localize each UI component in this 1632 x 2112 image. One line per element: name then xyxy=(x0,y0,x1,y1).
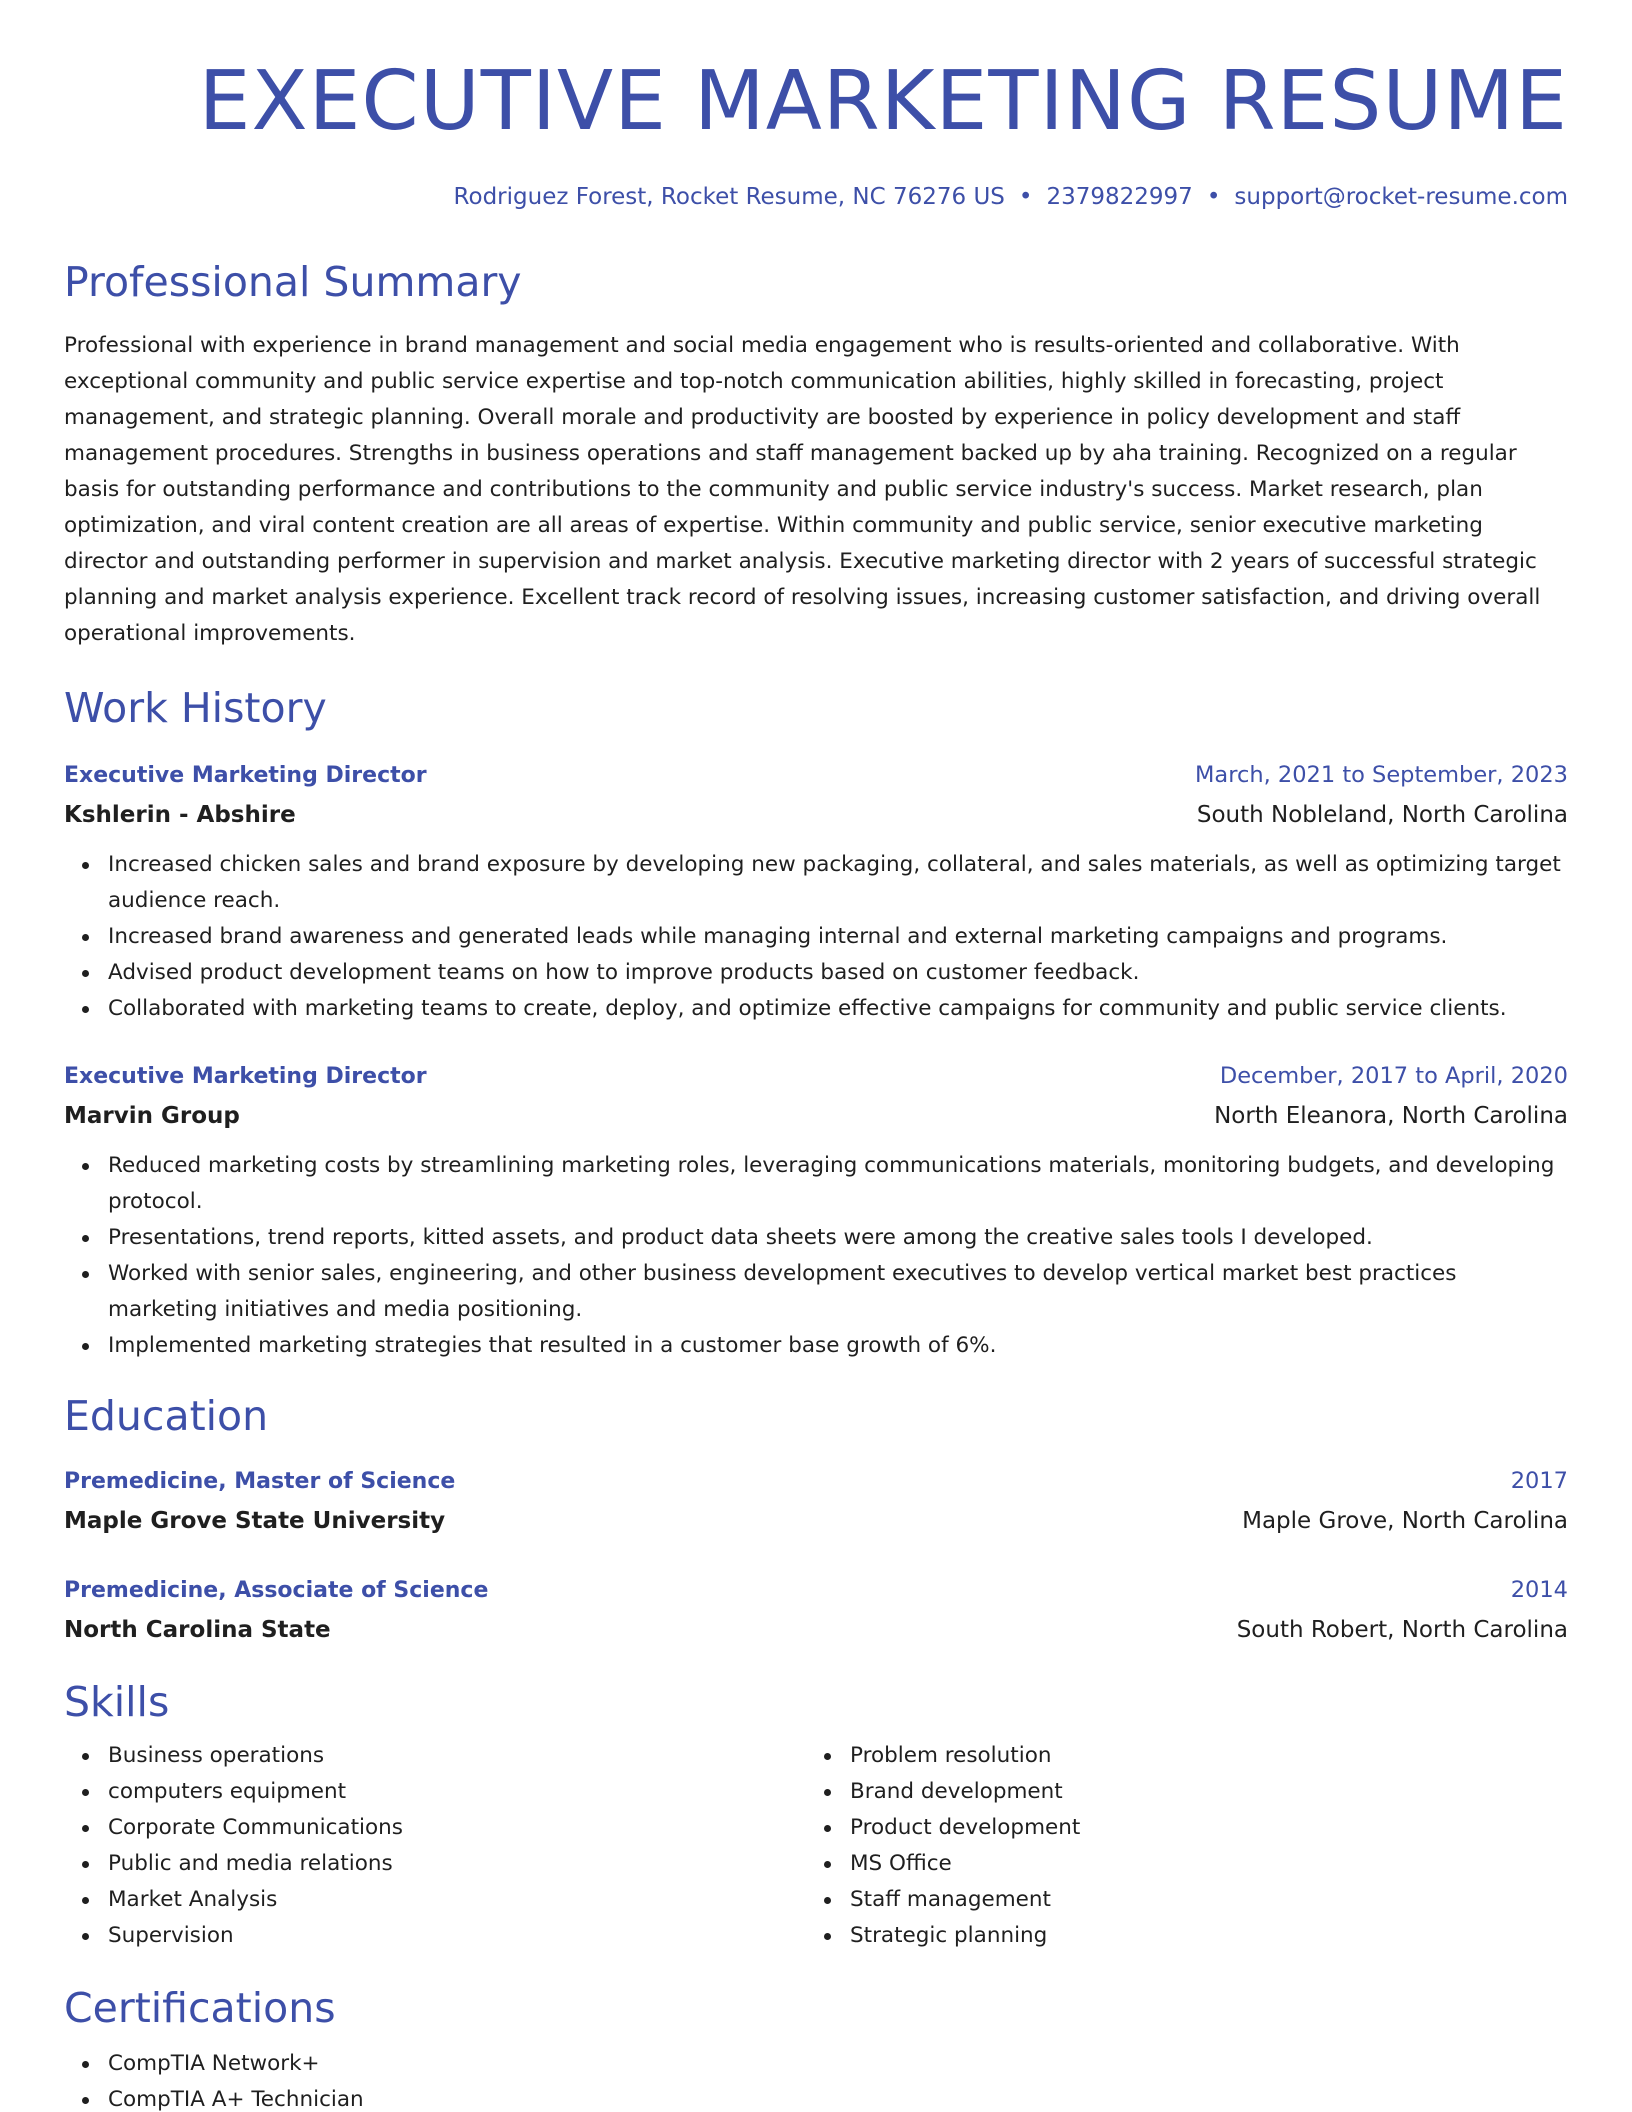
skill-item: Product development xyxy=(850,1810,1548,1846)
job-bullet: Collaborated with marketing teams to create, deploy, and optimize effective campaigns for community and public service clients. xyxy=(108,991,1568,1027)
certifications-heading: Certifications xyxy=(64,1984,336,2032)
contact-separator: • xyxy=(1018,184,1033,210)
education-entry xyxy=(64,1571,1568,1650)
skills-columns xyxy=(64,1738,1568,1954)
job-entry xyxy=(64,1057,1568,1364)
job-bullets xyxy=(64,847,1568,1027)
certification-item: CompTIA Network+ xyxy=(108,2046,1568,2082)
education-degree: Premedicine, Master of Science xyxy=(64,1469,456,1494)
skill-item: Corporate Communications xyxy=(108,1810,806,1846)
work-history-heading: Work History xyxy=(64,684,327,732)
summary-text: Professional with experience in brand management and social media engagement who is results-oriented and collaborative. With exceptional community and public service expertise and top-notch communication abilities, highly skilled in forecasting, project management, and strategic planning. Overall morale and productivity are boosted by experience in policy development and staff management procedures. Strengths in business operations and staff management backed up by aha training. Recognized on a regular basis for outstanding performance and contributions to the community and public service industry's success. Market research, plan optimization, and viral content creation are all areas of expertise. Within community and public service, senior executive marketing director and outstanding performer in supervision and market analysis. Executive marketing director with 2 years of successful strategic planning and market analysis experience. Excellent track record of resolving issues, increasing customer satisfaction, and driving overall operational improvements. xyxy=(64,333,1541,646)
certifications-list xyxy=(64,2046,1568,2112)
skill-item: computers equipment xyxy=(108,1774,806,1810)
skills-heading: Skills xyxy=(64,1678,170,1726)
job-company: Marvin Group xyxy=(64,1103,240,1129)
job-bullet: Implemented marketing strategies that resulted in a customer base growth of 6%. xyxy=(108,1328,1568,1364)
job-company: Kshlerin - Abshire xyxy=(64,802,296,828)
job-bullet: Increased brand awareness and generated leads while managing internal and external marketing campaigns and programs. xyxy=(108,919,1568,955)
summary-heading: Professional Summary xyxy=(64,258,522,306)
job-dates: March, 2021 to September, 2023 xyxy=(1195,762,1568,788)
resume-title: EXECUTIVE MARKETING RESUME xyxy=(198,54,1568,149)
job-bullet: Worked with senior sales, engineering, and other business development executives to develop vertical market best practices marketing initiatives and media positioning. xyxy=(108,1256,1568,1328)
contact-separator: • xyxy=(1206,184,1221,210)
skill-item: Staff management xyxy=(850,1882,1548,1918)
skills-list-left xyxy=(64,1738,806,1954)
education-entry xyxy=(64,1462,1568,1541)
education-year: 2017 xyxy=(1510,1468,1568,1494)
education-year: 2014 xyxy=(1510,1577,1568,1603)
skill-item: Public and media relations xyxy=(108,1846,806,1882)
job-role: Executive Marketing Director xyxy=(64,763,427,788)
contact-address: Rodriguez Forest, Rocket Resume, NC 76276 US xyxy=(453,184,1005,210)
education-school: North Carolina State xyxy=(64,1617,331,1643)
job-bullets xyxy=(64,1148,1568,1364)
contact-line xyxy=(64,180,1568,214)
skill-item: Brand development xyxy=(850,1774,1548,1810)
job-entry xyxy=(64,756,1568,1027)
contact-phone: 2379822997 xyxy=(1046,184,1193,210)
job-bullet: Presentations, trend reports, kitted assets, and product data sheets were among the creative sales tools I developed. xyxy=(108,1220,1568,1256)
education-heading: Education xyxy=(64,1392,269,1440)
skill-item: Supervision xyxy=(108,1918,806,1954)
job-dates: December, 2017 to April, 2020 xyxy=(1219,1063,1568,1089)
job-location: South Nobleland, North Carolina xyxy=(1196,802,1568,828)
job-bullet: Advised product development teams on how to improve products based on customer feedback. xyxy=(108,955,1568,991)
education-location: Maple Grove, North Carolina xyxy=(1242,1508,1568,1534)
skill-item: Strategic planning xyxy=(850,1918,1548,1954)
skill-item: Problem resolution xyxy=(850,1738,1548,1774)
job-bullet: Increased chicken sales and brand exposure by developing new packaging, collateral, and sales materials, as well as optimizing target audience reach. xyxy=(108,847,1568,919)
skill-item: Business operations xyxy=(108,1738,806,1774)
job-location: North Eleanora, North Carolina xyxy=(1214,1103,1568,1129)
resume-page xyxy=(64,52,1568,2112)
education-school: Maple Grove State University xyxy=(64,1508,446,1534)
job-bullet: Reduced marketing costs by streamlining marketing roles, leveraging communications materials, monitoring budgets, and developing protocol. xyxy=(108,1148,1568,1220)
certification-item: CompTIA A+ Technician xyxy=(108,2082,1568,2112)
education-degree: Premedicine, Associate of Science xyxy=(64,1578,489,1603)
skills-list-right xyxy=(806,1738,1548,1954)
skill-item: Market Analysis xyxy=(108,1882,806,1918)
skill-item: MS Office xyxy=(850,1846,1548,1882)
contact-email[interactable]: support@rocket-resume.com xyxy=(1234,184,1568,210)
job-role: Executive Marketing Director xyxy=(64,1064,427,1089)
education-location: South Robert, North Carolina xyxy=(1236,1617,1568,1643)
